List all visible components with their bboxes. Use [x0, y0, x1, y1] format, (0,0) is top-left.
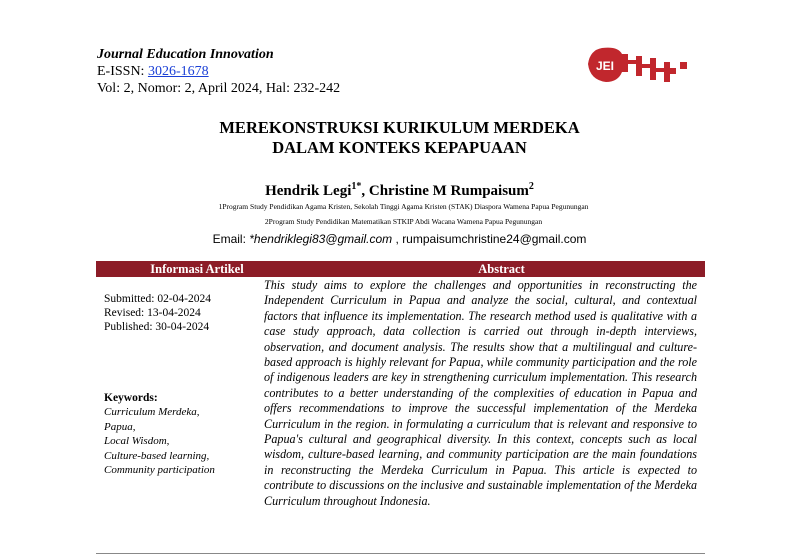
author-2-sup: 2	[528, 181, 534, 192]
header-abstract: Abstract	[478, 262, 525, 276]
author-1-sup: 1*	[351, 181, 362, 192]
logo-square	[680, 62, 687, 69]
volume-line: Vol: 2, Nomor: 2, April 2024, Hal: 232-242	[97, 81, 341, 96]
keyword-item: Local Wisdom,	[104, 435, 170, 448]
title-line-1: MEREKONSTRUKSI KURIKULUM MERDEKA	[219, 118, 580, 137]
keyword-item: Papua,	[104, 420, 136, 433]
author-1: Hendrik Legi	[265, 183, 352, 199]
eissn-label: E-ISSN:	[97, 64, 148, 79]
email-address-2[interactable]: rumpaisumchristine24@gmail.com	[402, 232, 587, 246]
article-dates	[104, 292, 211, 334]
email-star: *	[249, 232, 254, 246]
author-2: Christine M Rumpaisum	[368, 183, 529, 199]
keyword-item: Community participation	[104, 464, 215, 477]
email-address-1[interactable]: hendriklegi83@gmail.com	[253, 232, 393, 246]
journal-name: Journal Education Innovation	[97, 47, 274, 62]
email-sep: ,	[392, 232, 403, 246]
keyword-item: Culture-based learning,	[104, 449, 210, 462]
keyword-item: Curriculum Merdeka,	[104, 406, 200, 419]
title-line-2: DALAM KONTEKS KEPAPUAAN	[272, 138, 527, 157]
submitted-date: Submitted: 02-04-2024	[104, 293, 212, 305]
keywords-block	[104, 391, 215, 477]
affiliation-1: 1Program Study Pendidikan Agama Kristen, Sekolah Tinggi Agama Kristen (STAK) Diaspora Wamena Papua Pegunungan	[218, 202, 589, 211]
revised-date: Revised: 13-04-2024	[104, 307, 201, 319]
article-info-header	[96, 261, 705, 277]
authors-line	[0, 181, 799, 200]
article-title	[0, 118, 799, 158]
published-date: Published: 30-04-2024	[104, 321, 210, 333]
logo-text: JEI	[595, 59, 615, 73]
eissn-line	[97, 63, 340, 80]
affiliation-2: 2Program Study Pendidikan Matematikan STKIP Abdi Wacana Wamena Papua Pegunungan	[264, 217, 543, 226]
eissn-link[interactable]: 3026-1678	[147, 64, 209, 79]
keywords-heading: Keywords:	[104, 392, 158, 404]
journal-header	[97, 46, 340, 97]
bottom-divider	[96, 553, 705, 554]
author-separator: ,	[361, 183, 369, 199]
email-label: Email:	[212, 232, 250, 246]
header-info: Informasi Artikel	[150, 262, 244, 276]
email-line	[0, 232, 799, 246]
abstract-text: This study aims to explore the challenges and opportunities in reconstructing the Independent Curriculum in Papua and analyze the social, cultural, and contextual factors that influence its implementation. The research method used is qualitative with a case study approach, data collection is carried out through in-depth interviews, observation, and document analysis. The results show that a multilingual and culture-based approach is highly relevant for Papua, while community participation and the role of indigenous leaders are key in strengthening curriculum implementation. This research contributes to a better understanding of the complexities of education in Papua and offers recommendations to improve the successful implementation of the Merdeka Curriculum in the region. in formulating a curriculum that is relevant and responsive to Papua's cultural and geographical diversity. In this context, concepts such as local wisdom, culture-based learning, and community participation are the main foundations in reconstructing the Merdeka Curriculum in Papua. This article is expected to contribute to discussions on the inclusive and sustainable implementation of the Merdeka Curriculum throughout Indonesia.	[264, 278, 697, 508]
journal-logo	[584, 42, 690, 92]
